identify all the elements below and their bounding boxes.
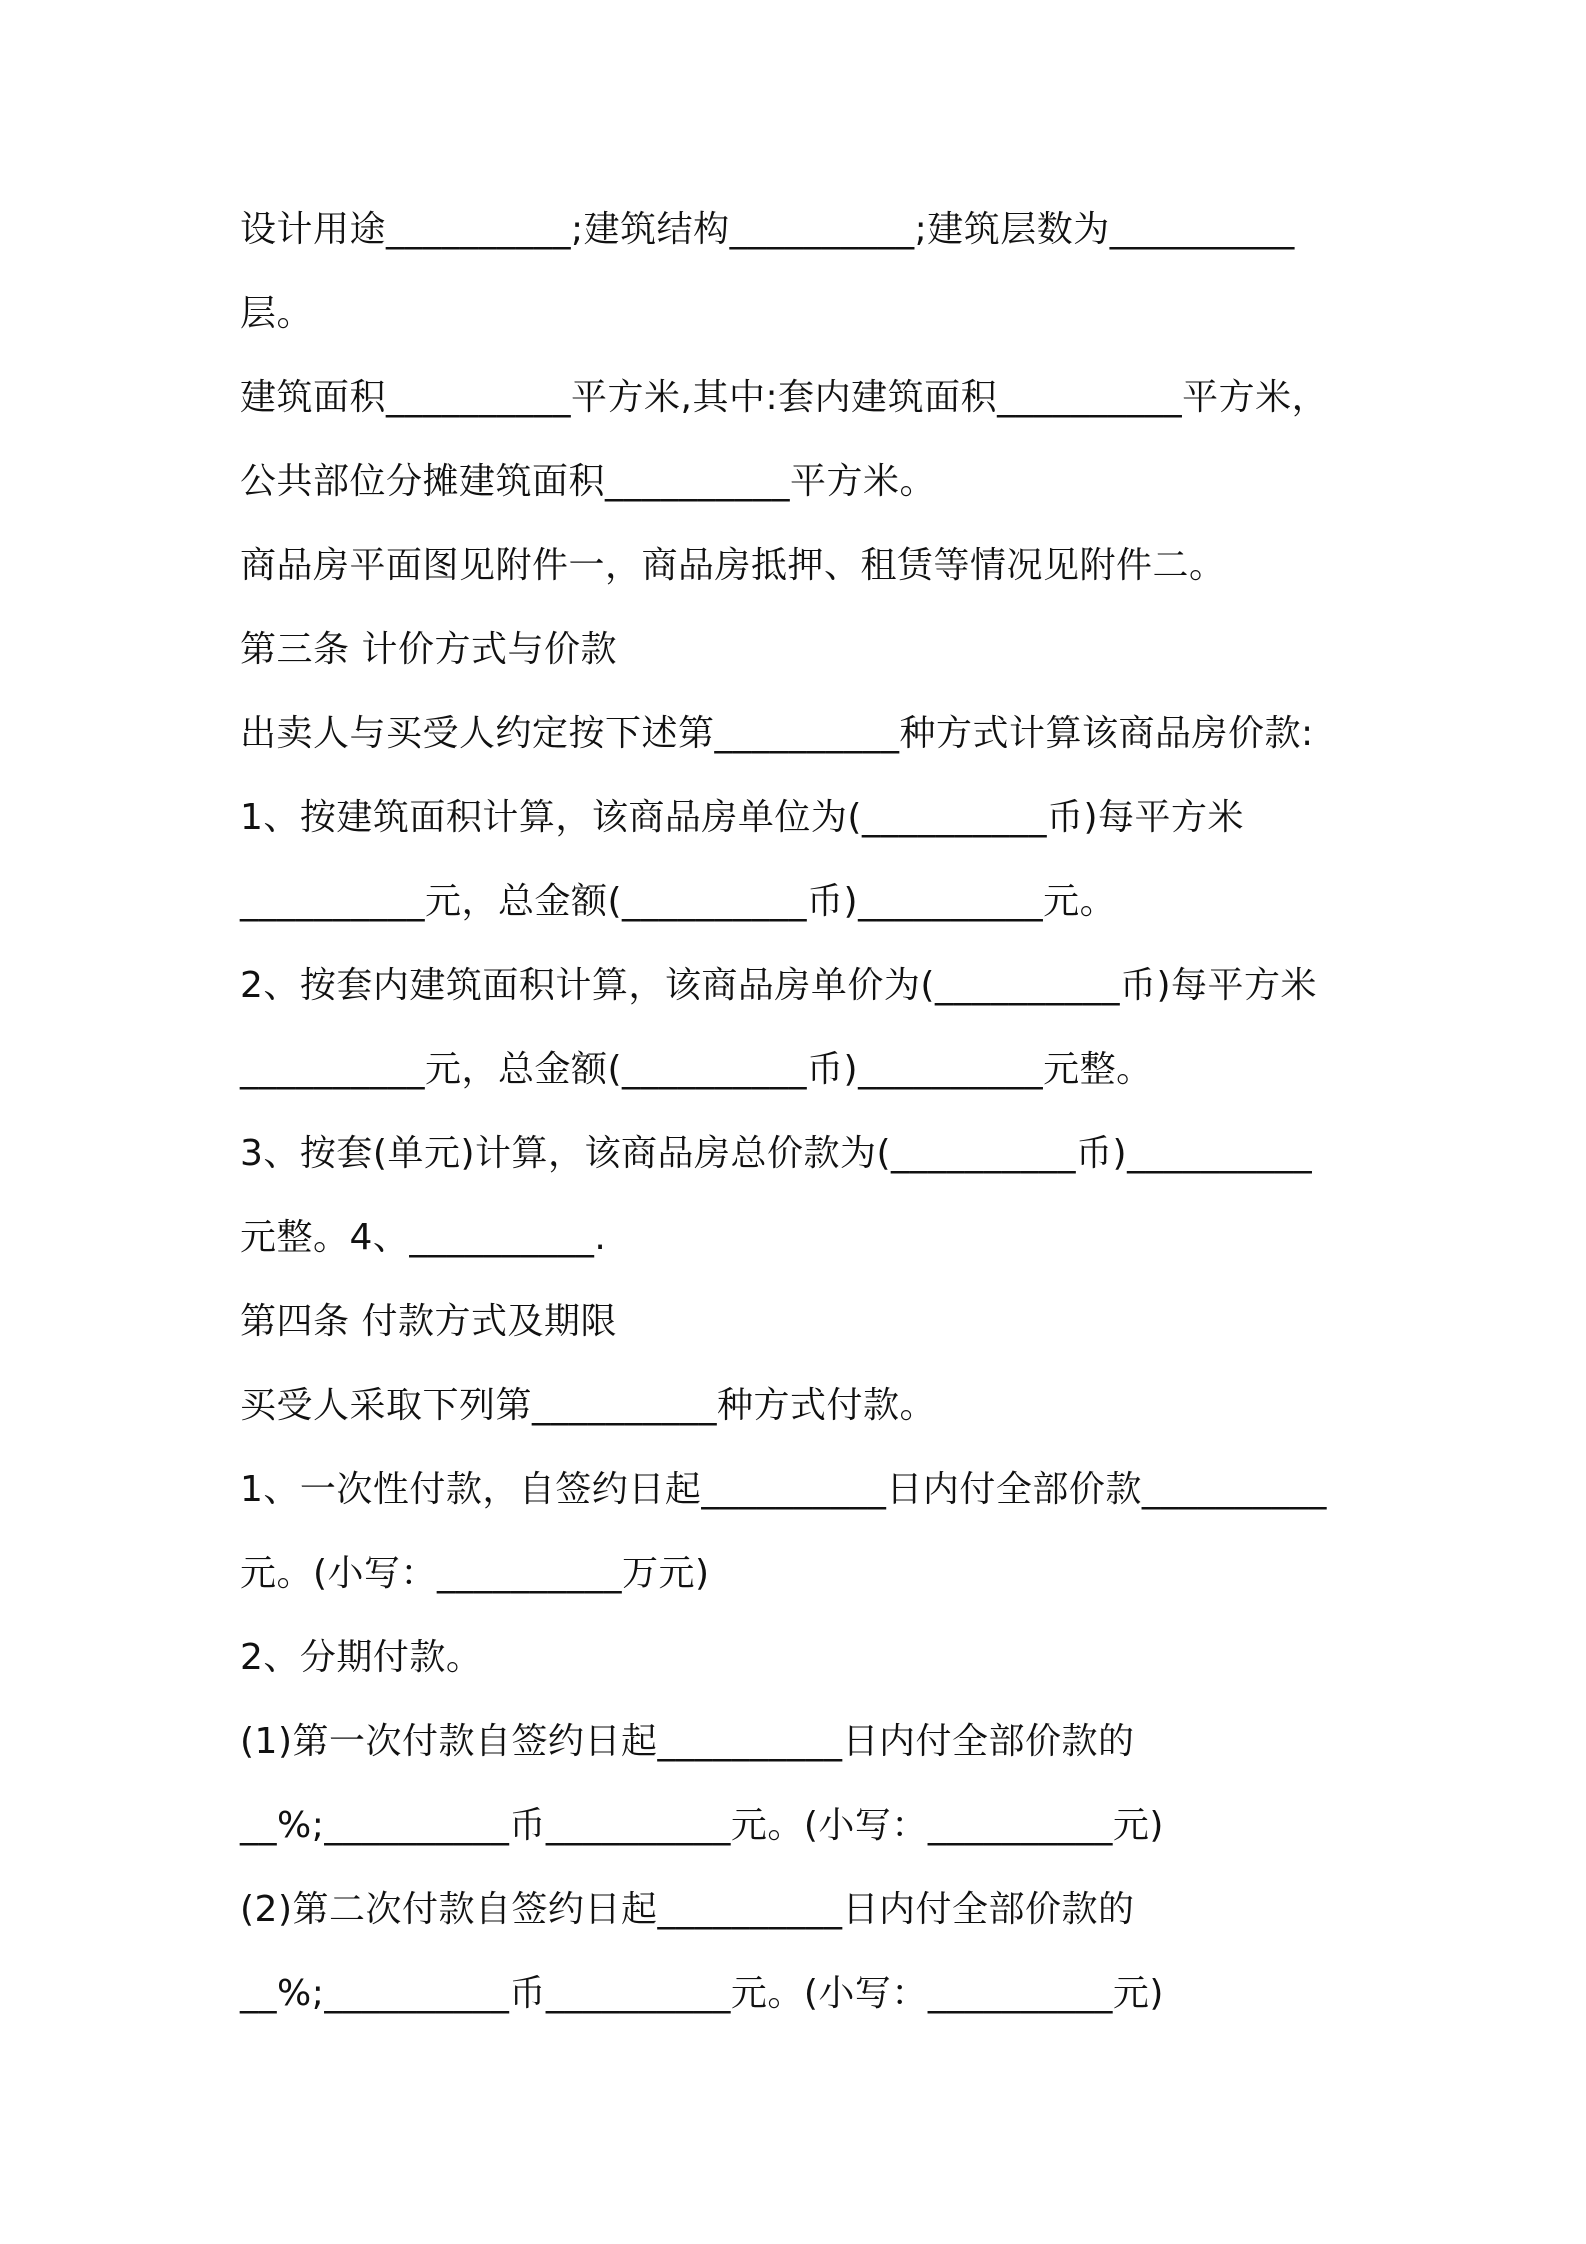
clause-line-22: __%;__________币__________元。(小写：__________元) bbox=[240, 1973, 1164, 2014]
clause-line-10: 2、按套内建筑面积计算，该商品房单价为(__________币)每平方米 bbox=[240, 965, 1317, 1006]
clause-line-15: 买受人采取下列第__________种方式付款。 bbox=[240, 1385, 937, 1426]
clause-line-13: 元整。4、__________. bbox=[240, 1217, 607, 1258]
clause-line-9: __________元，总金额(__________币)__________元。 bbox=[240, 881, 1117, 922]
section-heading-3: 第三条 计价方式与价款 bbox=[240, 629, 617, 670]
clause-line-21: (2)第二次付款自签约日起__________日内付全部价款的 bbox=[240, 1889, 1135, 1930]
clause-line-2: 层。 bbox=[240, 293, 314, 334]
clause-line-4: 公共部位分摊建筑面积__________平方米。 bbox=[240, 461, 937, 502]
clause-line-5: 商品房平面图见附件一，商品房抵押、租赁等情况见附件二。 bbox=[240, 545, 1226, 586]
clause-line-7: 出卖人与买受人约定按下述第__________种方式计算该商品房价款: bbox=[240, 713, 1314, 754]
clause-line-12: 3、按套(单元)计算，该商品房总价款为(__________币)__________ bbox=[240, 1133, 1313, 1174]
clause-line-20: __%;__________币__________元。(小写：__________元) bbox=[240, 1805, 1164, 1846]
clause-line-19: (1)第一次付款自签约日起__________日内付全部价款的 bbox=[240, 1721, 1135, 1762]
clause-line-11: __________元，总金额(__________币)__________元整。 bbox=[240, 1049, 1153, 1090]
clause-line-3: 建筑面积__________平方米,其中:套内建筑面积__________平方米， bbox=[240, 377, 1329, 418]
clause-line-16: 1、一次性付款，自签约日起__________日内付全部价款__________ bbox=[240, 1469, 1327, 1510]
clause-line-8: 1、按建筑面积计算，该商品房单位为(__________币)每平方米 bbox=[240, 797, 1244, 838]
clause-line-1: 设计用途__________;建筑结构__________;建筑层数为__________ bbox=[240, 209, 1295, 250]
clause-line-18: 2、分期付款。 bbox=[240, 1637, 483, 1678]
clause-line-17: 元。(小写：__________万元) bbox=[240, 1553, 710, 1594]
section-heading-4: 第四条 付款方式及期限 bbox=[240, 1301, 617, 1342]
